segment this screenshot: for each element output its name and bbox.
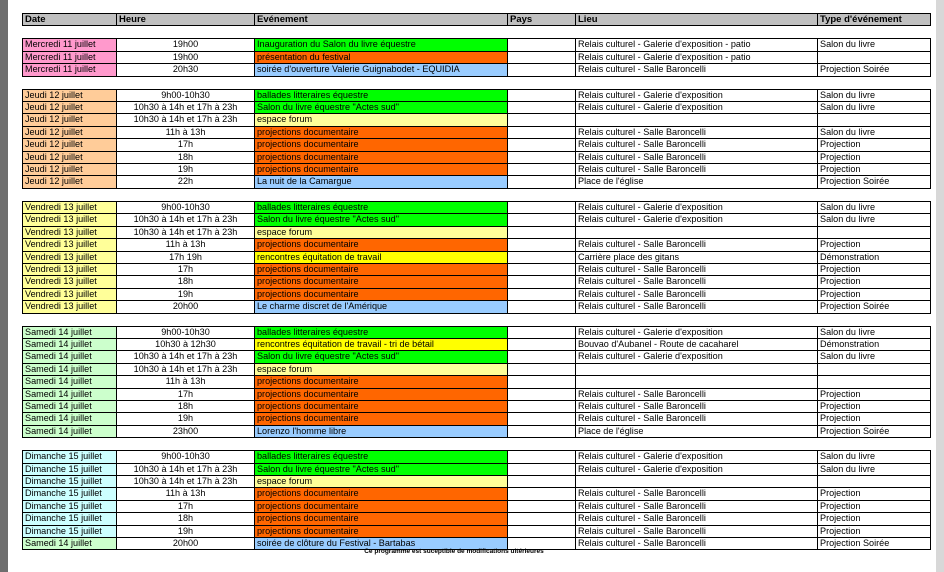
type-cell: Salon du livre bbox=[818, 214, 931, 226]
heure-cell: 10h30 à 14h et 17h à 23h bbox=[117, 214, 255, 226]
heure-cell: 17h bbox=[117, 388, 255, 400]
lieu-cell: Relais culturel - Galerie d'exposition bbox=[576, 326, 818, 338]
table-row bbox=[23, 288, 931, 300]
pays-cell bbox=[508, 476, 576, 488]
program-sheet bbox=[22, 13, 931, 550]
pays-cell bbox=[508, 376, 576, 388]
table-row bbox=[23, 251, 931, 263]
event-cell: Salon du livre équestre "Actes sud" bbox=[255, 102, 508, 114]
heure-cell: 19h bbox=[117, 413, 255, 425]
type-cell: Projection bbox=[818, 413, 931, 425]
event-cell: Le charme discret de l'Amérique bbox=[255, 301, 508, 313]
table-row bbox=[23, 388, 931, 400]
table-row bbox=[23, 425, 931, 437]
heure-cell: 17h 19h bbox=[117, 251, 255, 263]
pays-cell bbox=[508, 276, 576, 288]
table-row bbox=[23, 89, 931, 101]
pays-cell bbox=[508, 513, 576, 525]
event-cell: présentation du festival bbox=[255, 51, 508, 63]
type-cell: Démonstration bbox=[818, 338, 931, 350]
type-cell bbox=[818, 226, 931, 238]
date-cell: Samedi 14 juillet bbox=[23, 326, 117, 338]
date-cell: Vendredi 13 juillet bbox=[23, 288, 117, 300]
type-cell bbox=[818, 376, 931, 388]
event-cell: projections documentaire bbox=[255, 164, 508, 176]
pays-cell bbox=[508, 488, 576, 500]
event-cell: projections documentaire bbox=[255, 263, 508, 275]
heure-cell: 11h à 13h bbox=[117, 239, 255, 251]
heure-cell: 9h00-10h30 bbox=[117, 451, 255, 463]
table-row bbox=[23, 451, 931, 463]
heure-cell: 10h30 à 14h et 17h à 23h bbox=[117, 351, 255, 363]
event-cell: projections documentaire bbox=[255, 151, 508, 163]
header-date: Date bbox=[23, 14, 117, 26]
event-cell: projections documentaire bbox=[255, 413, 508, 425]
date-cell: Samedi 14 juillet bbox=[23, 388, 117, 400]
pays-cell bbox=[508, 226, 576, 238]
pays-cell bbox=[508, 239, 576, 251]
type-cell: Salon du livre bbox=[818, 102, 931, 114]
spacer-cell bbox=[23, 313, 931, 326]
date-cell: Jeudi 12 juillet bbox=[23, 151, 117, 163]
date-cell: Jeudi 12 juillet bbox=[23, 114, 117, 126]
lieu-cell: Relais culturel - Galerie d'exposition bbox=[576, 89, 818, 101]
footer-note: Ce programme est suceptible de modifications ultérieures bbox=[364, 548, 544, 555]
table-row bbox=[23, 463, 931, 475]
heure-cell: 9h00-10h30 bbox=[117, 201, 255, 213]
type-cell: Projection Soirée bbox=[818, 425, 931, 437]
table-row bbox=[23, 126, 931, 138]
heure-cell: 17h bbox=[117, 139, 255, 151]
heure-cell: 11h à 13h bbox=[117, 488, 255, 500]
date-cell: Samedi 14 juillet bbox=[23, 538, 117, 550]
pays-cell bbox=[508, 151, 576, 163]
type-cell: Projection bbox=[818, 276, 931, 288]
type-cell: Projection bbox=[818, 400, 931, 412]
table-row bbox=[23, 151, 931, 163]
event-cell: Salon du livre équestre "Actes sud" bbox=[255, 463, 508, 475]
heure-cell: 20h00 bbox=[117, 301, 255, 313]
spacer-cell bbox=[23, 188, 931, 201]
spacer-row bbox=[23, 438, 931, 451]
pays-cell bbox=[508, 64, 576, 76]
date-cell: Dimanche 15 juillet bbox=[23, 488, 117, 500]
pays-cell bbox=[508, 164, 576, 176]
date-cell: Dimanche 15 juillet bbox=[23, 525, 117, 537]
event-cell: ballades litteraires équestre bbox=[255, 89, 508, 101]
event-cell: rencontres équitation de travail bbox=[255, 251, 508, 263]
date-cell: Vendredi 13 juillet bbox=[23, 251, 117, 263]
table-row bbox=[23, 226, 931, 238]
header-lieu: Lieu bbox=[576, 14, 818, 26]
table-row bbox=[23, 201, 931, 213]
heure-cell: 20h00 bbox=[117, 538, 255, 550]
lieu-cell: Relais culturel - Galerie d'exposition bbox=[576, 463, 818, 475]
type-cell bbox=[818, 114, 931, 126]
pays-cell bbox=[508, 51, 576, 63]
lieu-cell: Relais culturel - Salle Baroncelli bbox=[576, 126, 818, 138]
heure-cell: 17h bbox=[117, 500, 255, 512]
type-cell: Salon du livre bbox=[818, 39, 931, 51]
event-cell: soirée de clôture du Festival - Bartabas bbox=[255, 538, 508, 550]
date-cell: Jeudi 12 juillet bbox=[23, 102, 117, 114]
type-cell: Salon du livre bbox=[818, 451, 931, 463]
lieu-cell: Relais culturel - Salle Baroncelli bbox=[576, 151, 818, 163]
heure-cell: 10h30 à 12h30 bbox=[117, 338, 255, 350]
date-cell: Jeudi 12 juillet bbox=[23, 139, 117, 151]
lieu-cell bbox=[576, 476, 818, 488]
date-cell: Dimanche 15 juillet bbox=[23, 451, 117, 463]
lieu-cell: Relais culturel - Galerie d'exposition bbox=[576, 102, 818, 114]
spacer-row bbox=[23, 26, 931, 39]
lieu-cell: Relais culturel - Salle Baroncelli bbox=[576, 64, 818, 76]
table-row bbox=[23, 239, 931, 251]
table-row bbox=[23, 214, 931, 226]
lieu-cell: Carrière place des gitans bbox=[576, 251, 818, 263]
table-row bbox=[23, 513, 931, 525]
lieu-cell: Relais culturel - Salle Baroncelli bbox=[576, 513, 818, 525]
event-cell: projections documentaire bbox=[255, 388, 508, 400]
type-cell: Salon du livre bbox=[818, 326, 931, 338]
event-cell: espace forum bbox=[255, 476, 508, 488]
type-cell: Projection bbox=[818, 500, 931, 512]
date-cell: Vendredi 13 juillet bbox=[23, 201, 117, 213]
event-cell: Salon du livre équestre "Actes sud" bbox=[255, 214, 508, 226]
type-cell bbox=[818, 51, 931, 63]
heure-cell: 19h bbox=[117, 164, 255, 176]
lieu-cell bbox=[576, 363, 818, 375]
table-row bbox=[23, 400, 931, 412]
heure-cell: 9h00-10h30 bbox=[117, 326, 255, 338]
type-cell: Projection bbox=[818, 151, 931, 163]
lieu-cell: Relais culturel - Salle Baroncelli bbox=[576, 400, 818, 412]
event-cell: projections documentaire bbox=[255, 126, 508, 138]
pays-cell bbox=[508, 39, 576, 51]
event-cell: ballades litteraires équestre bbox=[255, 326, 508, 338]
lieu-cell: Relais culturel - Salle Baroncelli bbox=[576, 239, 818, 251]
table-row bbox=[23, 525, 931, 537]
table-row bbox=[23, 64, 931, 76]
heure-cell: 18h bbox=[117, 513, 255, 525]
pays-cell bbox=[508, 288, 576, 300]
header-heure: Heure bbox=[117, 14, 255, 26]
date-cell: Dimanche 15 juillet bbox=[23, 463, 117, 475]
lieu-cell: Relais culturel - Galerie d'exposition bbox=[576, 201, 818, 213]
lieu-cell: Bouvao d'Aubanel - Route de cacaharel bbox=[576, 338, 818, 350]
heure-cell: 18h bbox=[117, 151, 255, 163]
lieu-cell: Relais culturel - Salle Baroncelli bbox=[576, 538, 818, 550]
pays-cell bbox=[508, 400, 576, 412]
type-cell: Projection Soirée bbox=[818, 301, 931, 313]
pays-cell bbox=[508, 139, 576, 151]
heure-cell: 19h bbox=[117, 525, 255, 537]
lieu-cell: Place de l'église bbox=[576, 425, 818, 437]
lieu-cell: Relais culturel - Galerie d'exposition bbox=[576, 351, 818, 363]
lieu-cell: Relais culturel - Salle Baroncelli bbox=[576, 500, 818, 512]
heure-cell: 18h bbox=[117, 276, 255, 288]
type-cell: Salon du livre bbox=[818, 463, 931, 475]
event-cell: soirée d'ouverture Valerie Guignabodet - EQUIDIA bbox=[255, 64, 508, 76]
spacer-cell bbox=[23, 26, 931, 39]
date-cell: Vendredi 13 juillet bbox=[23, 263, 117, 275]
table-row bbox=[23, 338, 931, 350]
pays-cell bbox=[508, 263, 576, 275]
table-row bbox=[23, 326, 931, 338]
heure-cell: 11h à 13h bbox=[117, 376, 255, 388]
event-cell: projections documentaire bbox=[255, 500, 508, 512]
lieu-cell: Relais culturel - Salle Baroncelli bbox=[576, 288, 818, 300]
table-row bbox=[23, 39, 931, 51]
lieu-cell: Place de l'église bbox=[576, 176, 818, 188]
type-cell bbox=[818, 476, 931, 488]
event-cell: Inauguration du Salon du livre équestre bbox=[255, 39, 508, 51]
type-cell: Projection bbox=[818, 239, 931, 251]
date-cell: Vendredi 13 juillet bbox=[23, 239, 117, 251]
lieu-cell: Relais culturel - Salle Baroncelli bbox=[576, 139, 818, 151]
date-cell: Vendredi 13 juillet bbox=[23, 276, 117, 288]
event-cell: Lorenzo l'homme libre bbox=[255, 425, 508, 437]
event-cell: espace forum bbox=[255, 114, 508, 126]
pays-cell bbox=[508, 500, 576, 512]
table-row bbox=[23, 263, 931, 275]
table-row bbox=[23, 413, 931, 425]
table-row bbox=[23, 376, 931, 388]
lieu-cell: Relais culturel - Galerie d'exposition bbox=[576, 451, 818, 463]
heure-cell: 17h bbox=[117, 263, 255, 275]
scrollbar[interactable] bbox=[936, 0, 944, 572]
table-row bbox=[23, 176, 931, 188]
lieu-cell: Relais culturel - Galerie d'exposition - patio bbox=[576, 51, 818, 63]
event-cell: projections documentaire bbox=[255, 239, 508, 251]
date-cell: Mercredi 11 juillet bbox=[23, 64, 117, 76]
pays-cell bbox=[508, 338, 576, 350]
date-cell: Mercredi 11 juillet bbox=[23, 39, 117, 51]
type-cell: Projection bbox=[818, 488, 931, 500]
type-cell: Projection Soirée bbox=[818, 538, 931, 550]
lieu-cell: Relais culturel - Salle Baroncelli bbox=[576, 301, 818, 313]
spacer-row bbox=[23, 313, 931, 326]
event-cell: espace forum bbox=[255, 226, 508, 238]
type-cell: Projection Soirée bbox=[818, 64, 931, 76]
heure-cell: 10h30 à 14h et 17h à 23h bbox=[117, 102, 255, 114]
spacer-row bbox=[23, 76, 931, 89]
date-cell: Jeudi 12 juillet bbox=[23, 164, 117, 176]
lieu-cell: Relais culturel - Salle Baroncelli bbox=[576, 263, 818, 275]
date-cell: Samedi 14 juillet bbox=[23, 338, 117, 350]
type-cell: Salon du livre bbox=[818, 89, 931, 101]
date-cell: Samedi 14 juillet bbox=[23, 400, 117, 412]
type-cell: Projection bbox=[818, 525, 931, 537]
pays-cell bbox=[508, 251, 576, 263]
pays-cell bbox=[508, 102, 576, 114]
lieu-cell: Relais culturel - Galerie d'exposition bbox=[576, 214, 818, 226]
pays-cell bbox=[508, 525, 576, 537]
pays-cell bbox=[508, 326, 576, 338]
date-cell: Vendredi 13 juillet bbox=[23, 301, 117, 313]
lieu-cell: Relais culturel - Galerie d'exposition - patio bbox=[576, 39, 818, 51]
heure-cell: 10h30 à 14h et 17h à 23h bbox=[117, 226, 255, 238]
table-row bbox=[23, 164, 931, 176]
table-row bbox=[23, 114, 931, 126]
event-cell: projections documentaire bbox=[255, 525, 508, 537]
table-row bbox=[23, 276, 931, 288]
event-cell: espace forum bbox=[255, 363, 508, 375]
table-body bbox=[23, 26, 931, 550]
date-cell: Samedi 14 juillet bbox=[23, 351, 117, 363]
table-row bbox=[23, 301, 931, 313]
program-table bbox=[22, 13, 931, 550]
date-cell: Samedi 14 juillet bbox=[23, 363, 117, 375]
heure-cell: 10h30 à 14h et 17h à 23h bbox=[117, 363, 255, 375]
type-cell: Projection bbox=[818, 513, 931, 525]
pays-cell bbox=[508, 425, 576, 437]
event-cell: projections documentaire bbox=[255, 276, 508, 288]
event-cell: projections documentaire bbox=[255, 488, 508, 500]
lieu-cell: Relais culturel - Salle Baroncelli bbox=[576, 276, 818, 288]
table-row bbox=[23, 476, 931, 488]
pays-cell bbox=[508, 463, 576, 475]
spacer-row bbox=[23, 188, 931, 201]
pays-cell bbox=[508, 126, 576, 138]
type-cell: Projection bbox=[818, 288, 931, 300]
date-cell: Jeudi 12 juillet bbox=[23, 89, 117, 101]
pays-cell bbox=[508, 176, 576, 188]
lieu-cell: Relais culturel - Salle Baroncelli bbox=[576, 525, 818, 537]
type-cell: Salon du livre bbox=[818, 351, 931, 363]
date-cell: Samedi 14 juillet bbox=[23, 413, 117, 425]
heure-cell: 10h30 à 14h et 17h à 23h bbox=[117, 463, 255, 475]
pays-cell bbox=[508, 451, 576, 463]
date-cell: Vendredi 13 juillet bbox=[23, 226, 117, 238]
date-cell: Dimanche 15 juillet bbox=[23, 476, 117, 488]
type-cell: Projection bbox=[818, 388, 931, 400]
event-cell: projections documentaire bbox=[255, 513, 508, 525]
header-row bbox=[23, 14, 931, 26]
type-cell: Projection bbox=[818, 139, 931, 151]
type-cell: Projection bbox=[818, 263, 931, 275]
header-type: Type d'événement bbox=[818, 14, 931, 26]
pays-cell bbox=[508, 413, 576, 425]
lieu-cell bbox=[576, 114, 818, 126]
pays-cell bbox=[508, 89, 576, 101]
lieu-cell bbox=[576, 376, 818, 388]
heure-cell: 9h00-10h30 bbox=[117, 89, 255, 101]
date-cell: Mercredi 11 juillet bbox=[23, 51, 117, 63]
event-cell: projections documentaire bbox=[255, 139, 508, 151]
pays-cell bbox=[508, 388, 576, 400]
date-cell: Samedi 14 juillet bbox=[23, 376, 117, 388]
type-cell bbox=[818, 363, 931, 375]
pays-cell bbox=[508, 114, 576, 126]
event-cell: La nuit de la Camargue bbox=[255, 176, 508, 188]
event-cell: projections documentaire bbox=[255, 400, 508, 412]
event-cell: projections documentaire bbox=[255, 376, 508, 388]
pays-cell bbox=[508, 351, 576, 363]
lieu-cell bbox=[576, 226, 818, 238]
table-row bbox=[23, 51, 931, 63]
heure-cell: 23h00 bbox=[117, 425, 255, 437]
pays-cell bbox=[508, 363, 576, 375]
date-cell: Samedi 14 juillet bbox=[23, 425, 117, 437]
type-cell: Démonstration bbox=[818, 251, 931, 263]
spacer-cell bbox=[23, 438, 931, 451]
table-row bbox=[23, 500, 931, 512]
table-row bbox=[23, 488, 931, 500]
heure-cell: 22h bbox=[117, 176, 255, 188]
type-cell: Projection bbox=[818, 164, 931, 176]
table-row bbox=[23, 139, 931, 151]
lieu-cell: Relais culturel - Salle Baroncelli bbox=[576, 413, 818, 425]
pays-cell bbox=[508, 214, 576, 226]
spacer-cell bbox=[23, 76, 931, 89]
event-cell: ballades litteraires équestre bbox=[255, 451, 508, 463]
heure-cell: 19h00 bbox=[117, 51, 255, 63]
event-cell: Salon du livre équestre "Actes sud" bbox=[255, 351, 508, 363]
heure-cell: 18h bbox=[117, 400, 255, 412]
lieu-cell: Relais culturel - Salle Baroncelli bbox=[576, 388, 818, 400]
event-cell: ballades litteraires équestre bbox=[255, 201, 508, 213]
table-row bbox=[23, 102, 931, 114]
heure-cell: 11h à 13h bbox=[117, 126, 255, 138]
heure-cell: 19h bbox=[117, 288, 255, 300]
left-window-edge bbox=[0, 0, 8, 572]
pays-cell bbox=[508, 201, 576, 213]
type-cell: Salon du livre bbox=[818, 126, 931, 138]
event-cell: rencontres équitation de travail - tri de bétail bbox=[255, 338, 508, 350]
type-cell: Salon du livre bbox=[818, 201, 931, 213]
lieu-cell: Relais culturel - Salle Baroncelli bbox=[576, 164, 818, 176]
heure-cell: 10h30 à 14h et 17h à 23h bbox=[117, 476, 255, 488]
date-cell: Jeudi 12 juillet bbox=[23, 126, 117, 138]
table-row bbox=[23, 363, 931, 375]
heure-cell: 20h30 bbox=[117, 64, 255, 76]
heure-cell: 10h30 à 14h et 17h à 23h bbox=[117, 114, 255, 126]
heure-cell: 19h00 bbox=[117, 39, 255, 51]
table-row bbox=[23, 351, 931, 363]
date-cell: Dimanche 15 juillet bbox=[23, 500, 117, 512]
event-cell: projections documentaire bbox=[255, 288, 508, 300]
pays-cell bbox=[508, 301, 576, 313]
lieu-cell: Relais culturel - Salle Baroncelli bbox=[576, 488, 818, 500]
date-cell: Dimanche 15 juillet bbox=[23, 513, 117, 525]
header-pays: Pays bbox=[508, 14, 576, 26]
date-cell: Jeudi 12 juillet bbox=[23, 176, 117, 188]
date-cell: Vendredi 13 juillet bbox=[23, 214, 117, 226]
type-cell: Projection Soirée bbox=[818, 176, 931, 188]
header-evenement: Evénement bbox=[255, 14, 508, 26]
